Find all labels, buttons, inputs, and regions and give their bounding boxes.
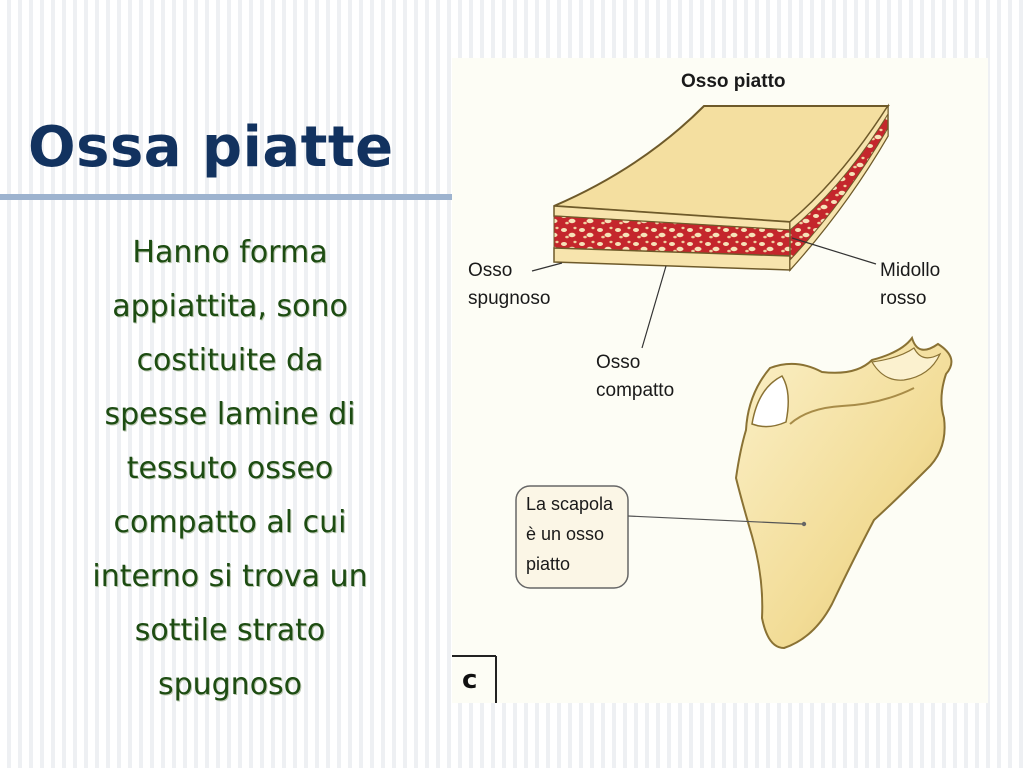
compact-leader-line — [642, 266, 666, 348]
body-text: Hanno forma appiattita, sono costituite da spesse lamine di tessuto osseo compatto al cui interno si trova un sottile strato spugnoso — [92, 235, 368, 702]
flat-bone-illustration — [452, 58, 988, 703]
red-marrow-label-line2: rosso — [880, 288, 927, 309]
callout-line2: è un osso — [526, 524, 605, 544]
title-divider — [0, 194, 452, 200]
panel-letter: c — [462, 665, 478, 695]
panel-letter-box — [452, 656, 496, 703]
compact-bone-label-line2: compatto — [596, 380, 675, 401]
compact-bone-label-line1: Osso — [596, 352, 641, 373]
spongy-leader-line — [532, 263, 562, 271]
scapula-illustration — [736, 338, 951, 648]
red-marrow-label-line1: Midollo — [880, 260, 941, 281]
slide-title: Ossa piatte — [28, 115, 394, 180]
callout-line1: La scapola — [526, 494, 614, 514]
figure-heading: Osso piatto — [681, 71, 786, 92]
flat-bone-figure — [452, 58, 988, 703]
spongy-bone-label-line1: Osso — [468, 260, 513, 281]
bone-slab — [554, 106, 888, 270]
callout-line3: piatto — [526, 554, 571, 574]
spongy-bone-label-line2: spugnoso — [468, 288, 551, 309]
